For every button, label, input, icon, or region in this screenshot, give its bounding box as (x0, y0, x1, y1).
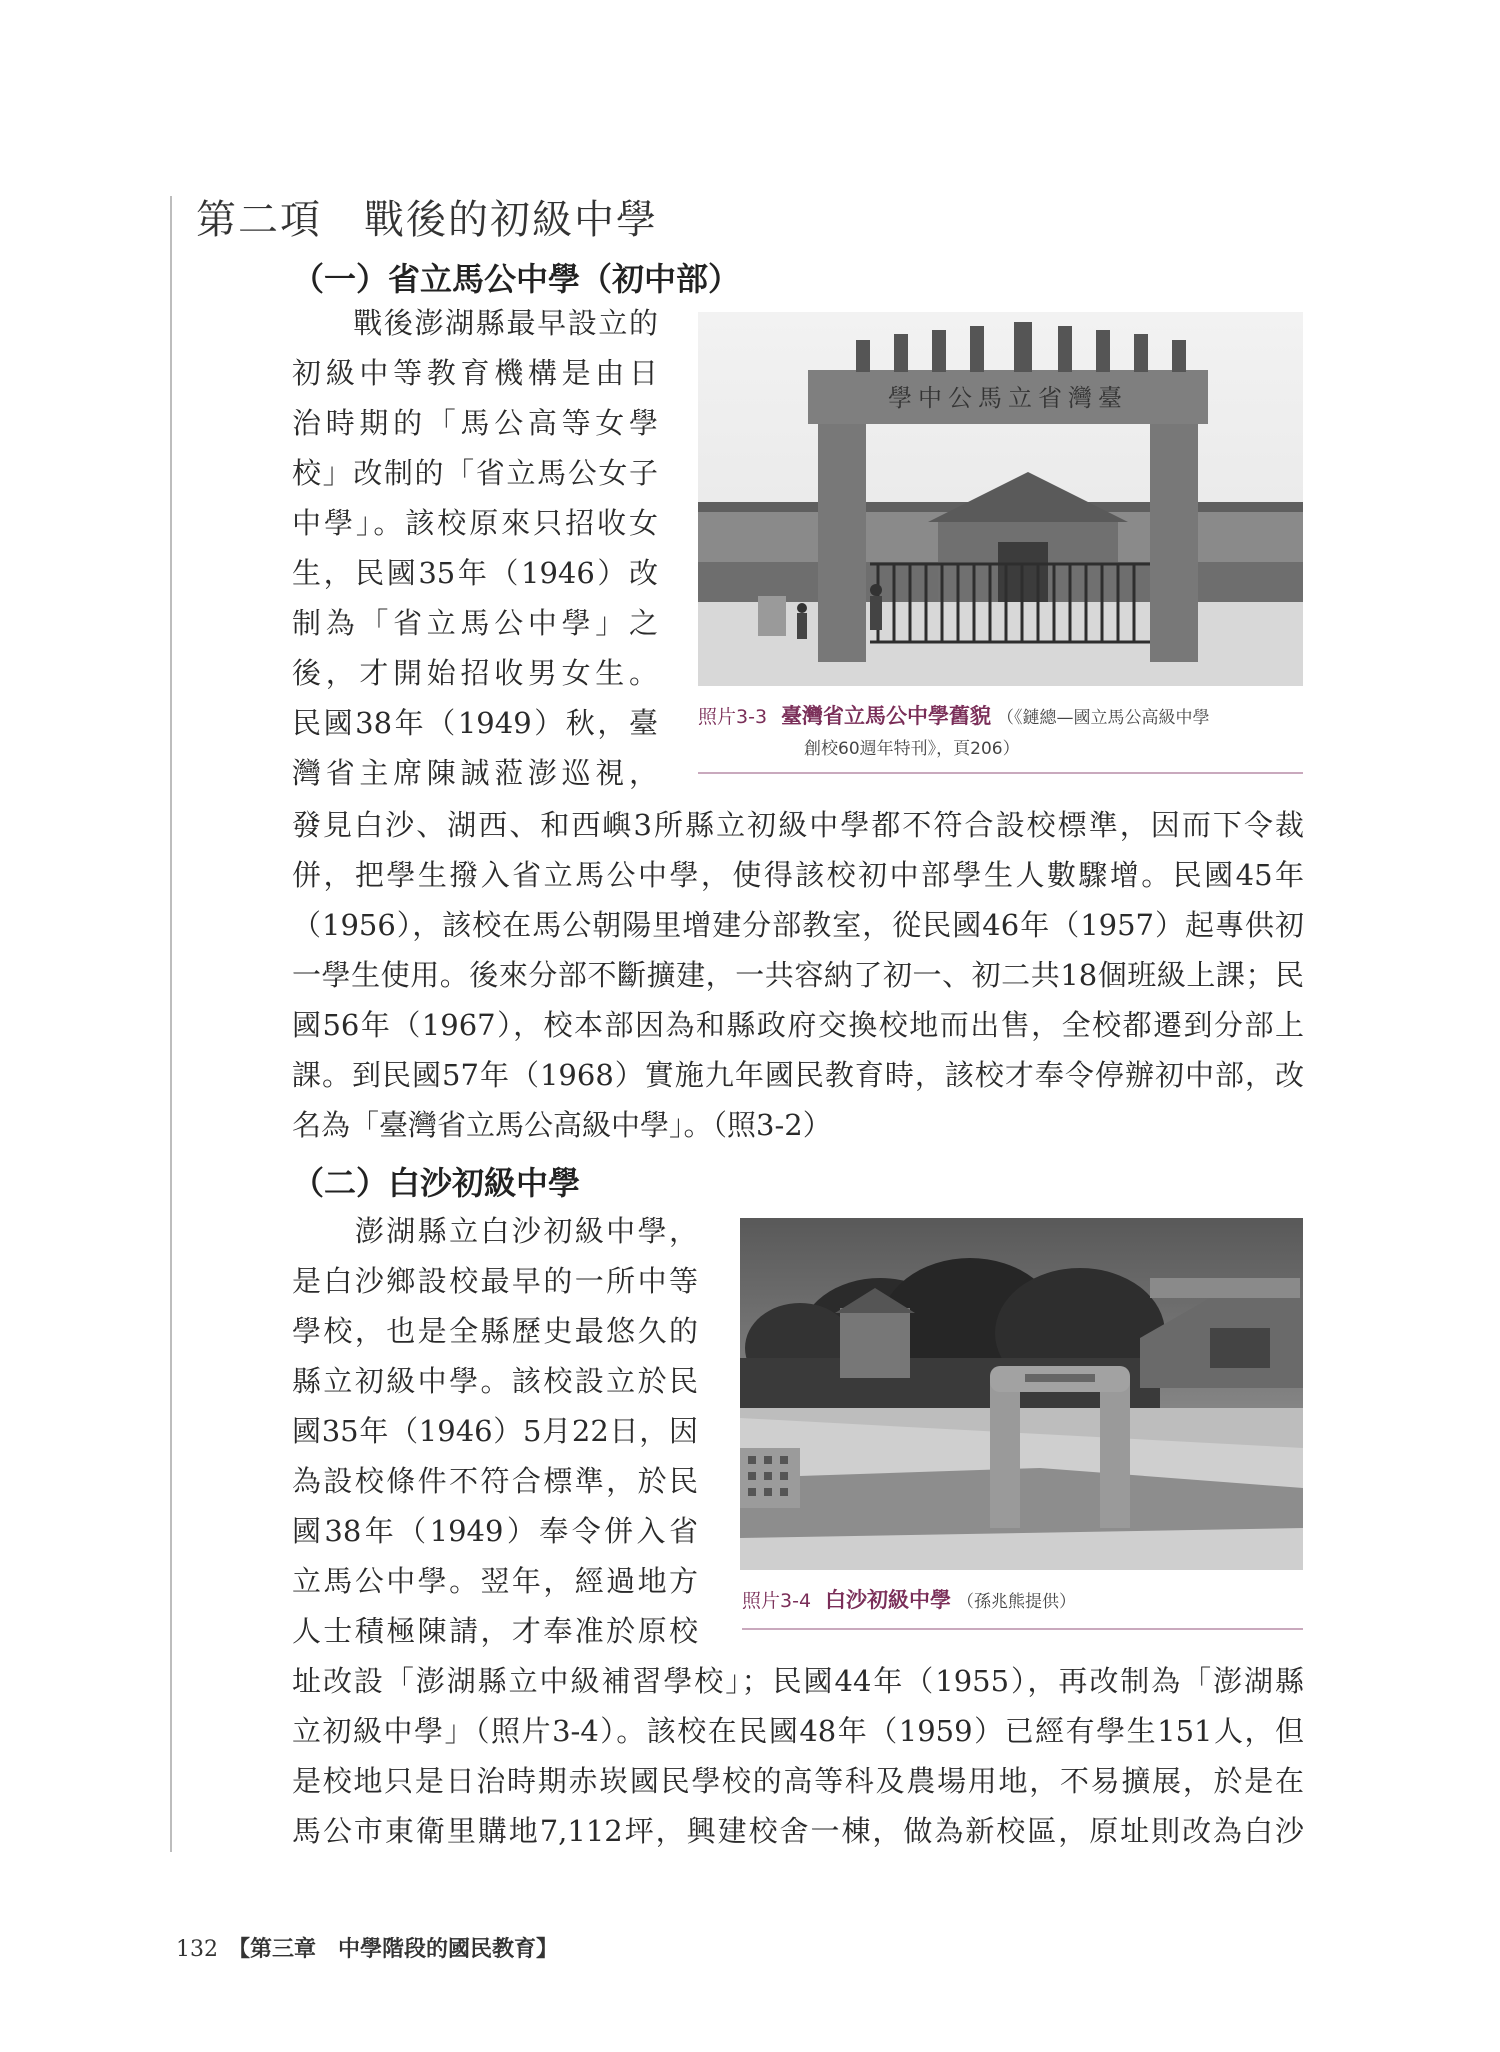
text-line: 址改設「澎湖縣立中級補習學校」；民國44年（1955），再改制為「澎湖縣 (292, 1664, 1304, 1698)
text-line: 後，才開始招收男女生。 (292, 656, 658, 690)
subsection-title-2: （二）白沙初級中學 (292, 1164, 581, 1202)
page-footer (176, 1932, 558, 1963)
text-line: 課。到民國57年（1968）實施九年國民教育時，該校才奉令停辦初中部，改 (292, 1058, 1304, 1092)
text-line: 制為「省立馬公中學」之 (292, 606, 658, 640)
photo-baisha-school-image (740, 1218, 1303, 1570)
text-line: 立馬公中學。翌年，經過地方 (292, 1564, 698, 1598)
text-line: 國38年（1949）奉令併入省 (292, 1514, 698, 1548)
subsection-title-1: （一）省立馬公中學（初中部） (292, 260, 741, 298)
caption-source: （孫兆熊提供） (957, 1592, 1077, 1612)
photo-school-gate (698, 312, 1303, 686)
text-line: 縣立初級中學。該校設立於民 (292, 1364, 698, 1398)
text-line: 一學生使用。後來分部不斷擴建，一共容納了初一、初二共18個班級上課；民 (292, 958, 1304, 992)
text-line: 立初級中學」（照片3-4）。該校在民國48年（1959）已經有學生151人，但 (292, 1714, 1304, 1748)
paragraph-2-narrow (292, 1206, 698, 1656)
paragraph-2-wide (292, 1656, 1304, 1856)
page-number: 132 (176, 1937, 218, 1962)
caption-title: 白沙初級中學 (825, 1588, 952, 1612)
text-line: 戰後澎湖縣最早設立的 (292, 306, 658, 340)
text-line: 併，把學生撥入省立馬公中學，使得該校初中部學生人數驟增。民國45年 (292, 858, 1304, 892)
caption-source: （《鏈總—國立馬公高級中學 (997, 708, 1210, 728)
text-line: 中學」。該校原來只招收女 (292, 506, 658, 540)
text-line: 初級中等教育機構是由日 (292, 356, 658, 390)
text-line: 澎湖縣立白沙初級中學， (292, 1214, 698, 1248)
gate-sign-text: 學中公馬立省灣臺 (888, 384, 1128, 412)
text-line: 發見白沙、湖西、和西嶼3所縣立初級中學都不符合設校標準，因而下令裁 (292, 808, 1304, 842)
caption-label: 照片3-3 (698, 706, 768, 728)
text-line: 國56年（1967），校本部因為和縣政府交換校地而出售，全校都遷到分部上 (292, 1008, 1304, 1042)
text-line: 生，民國35年（1946）改 (292, 556, 658, 590)
paragraph-1-wide (292, 800, 1304, 1150)
photo-baisha-school (740, 1218, 1303, 1570)
text-line: 是白沙鄉設校最早的一所中等 (292, 1264, 698, 1298)
caption-rule (742, 1628, 1303, 1630)
text-line: （1956），該校在馬公朝陽里增建分部教室，從民國46年（1957）起專供初 (292, 908, 1304, 942)
caption-source-cont: 創校60週年特刊》，頁206） (804, 739, 1020, 759)
caption-label: 照片3-4 (742, 1590, 812, 1612)
caption-rule (698, 772, 1303, 774)
paragraph-1-narrow (292, 298, 658, 798)
text-line: 人士積極陳請，才奉准於原校 (292, 1614, 698, 1648)
text-line: 校」改制的「省立馬公女子 (292, 456, 658, 490)
text-line: 馬公市東衛里購地7,112坪，興建校舍一棟，做為新校區，原址則改為白沙 (292, 1814, 1304, 1848)
section-title: 第二項 戰後的初級中學 (196, 197, 658, 243)
margin-rule (170, 196, 172, 1852)
photo-caption-3-3 (698, 700, 1210, 730)
text-line: 民國38年（1949）秋，臺 (292, 706, 658, 740)
photo-school-gate-image (698, 312, 1303, 686)
photo-caption-3-4 (742, 1584, 1076, 1614)
caption-title: 臺灣省立馬公中學舊貌 (781, 704, 992, 728)
photo-caption-3-3-line2 (804, 734, 1020, 759)
text-line: 名為「臺灣省立馬公高級中學」。（照3-2） (292, 1108, 832, 1142)
text-line: 國35年（1946）5月22日，因 (292, 1414, 698, 1448)
text-line: 治時期的「馬公高等女學 (292, 406, 658, 440)
text-line: 學校，也是全縣歷史最悠久的 (292, 1314, 698, 1348)
text-line: 是校地只是日治時期赤崁國民學校的高等科及農場用地，不易擴展，於是在 (292, 1764, 1304, 1798)
text-line: 為設校條件不符合標準，於民 (292, 1464, 698, 1498)
chapter-title: 【第三章 中學階段的國民教育】 (228, 1936, 559, 1962)
text-line: 灣省主席陳誠蒞澎巡視， (292, 756, 658, 790)
